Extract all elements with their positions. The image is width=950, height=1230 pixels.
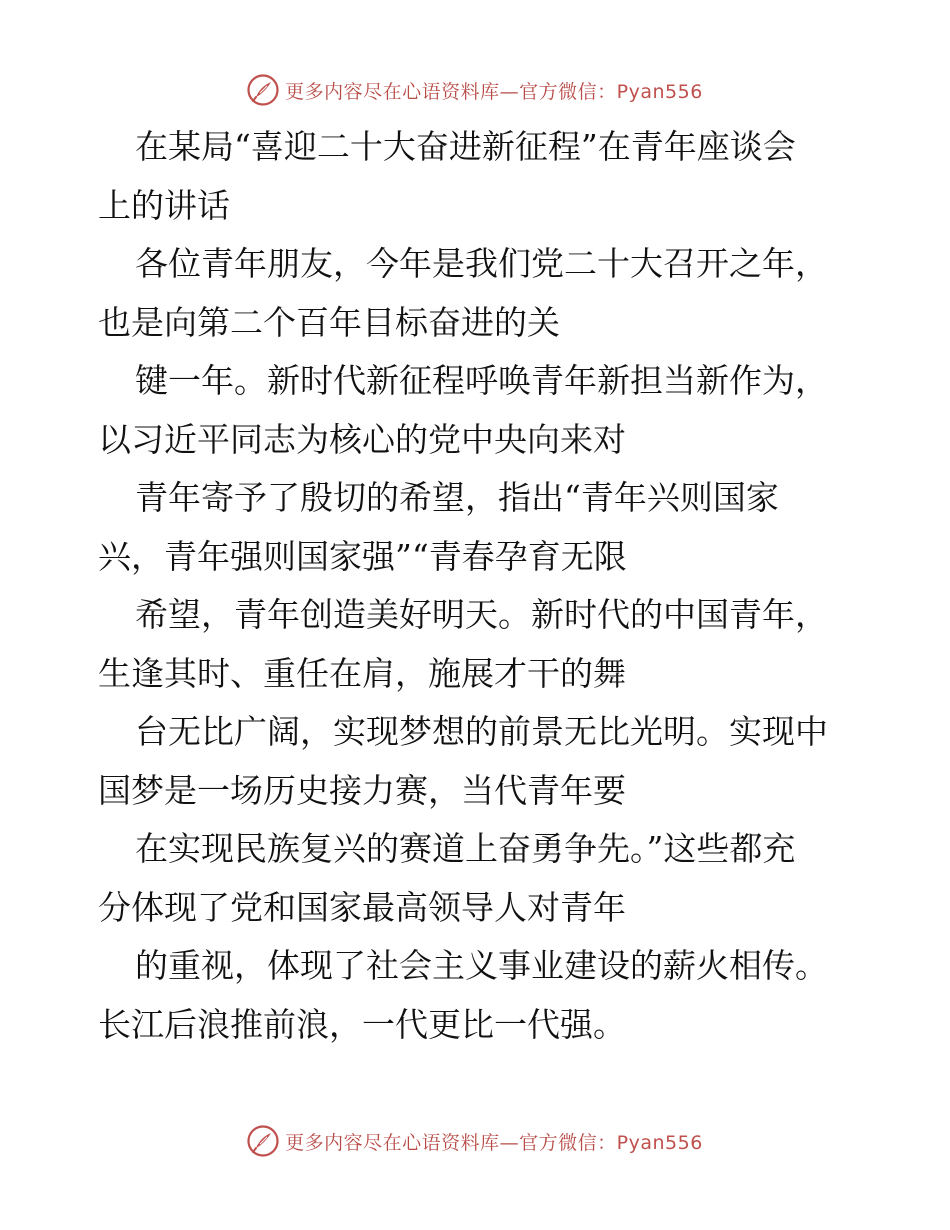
text-line: 兴，青年强则国家强”“青春孕育无限 bbox=[98, 536, 627, 576]
text-line: 在实现民族复兴的赛道上奋勇争先。”这些都充 bbox=[135, 829, 796, 868]
text-line: 各位青年朋友，今年是我们党二十大召开之年， bbox=[135, 244, 828, 283]
footer-banner bbox=[0, 1121, 950, 1161]
text-line: 的重视，体现了社会主义事业建设的薪火相传。 bbox=[135, 946, 828, 985]
text-line: 也是向第二个百年目标奋进的关 bbox=[98, 302, 560, 342]
text-line: 青年寄予了殷切的希望，指出“青年兴则国家 bbox=[135, 478, 779, 517]
header-banner-text: 更多内容尽在心语资料库—官方微信：Pyan556 bbox=[285, 80, 703, 103]
text-line: 希望，青年创造美好明天。新时代的中国青年， bbox=[135, 595, 828, 634]
quill-pen-logo-icon bbox=[247, 74, 279, 106]
document-body bbox=[98, 118, 858, 1054]
header-banner bbox=[0, 70, 950, 110]
paragraph bbox=[98, 703, 858, 820]
text-line: 以习近平同志为核心的党中央向来对 bbox=[98, 419, 626, 459]
paragraph bbox=[98, 937, 858, 1054]
paragraph bbox=[98, 586, 858, 703]
paragraph bbox=[98, 469, 858, 586]
text-line: 台无比广阔，实现梦想的前景无比光明。实现中 bbox=[135, 712, 828, 751]
paragraph bbox=[98, 352, 858, 469]
text-line: 长江后浪推前浪，一代更比一代强。 bbox=[98, 1004, 626, 1044]
text-line: 生逢其时、重任在肩，施展才干的舞 bbox=[98, 653, 626, 693]
footer-wechat-id: Pyan556 bbox=[616, 1131, 703, 1154]
quill-pen-logo-icon bbox=[247, 1125, 279, 1157]
paragraph bbox=[98, 118, 858, 235]
text-line: 在某局“喜迎二十大奋进新征程”在青年座谈会 bbox=[135, 127, 796, 166]
footer-banner-text: 更多内容尽在心语资料库—官方微信：Pyan556 bbox=[285, 1131, 703, 1154]
text-line: 分体现了党和国家最高领导人对青年 bbox=[98, 887, 626, 927]
header-wechat-id: Pyan556 bbox=[616, 80, 703, 103]
text-line: 上的讲话 bbox=[98, 185, 230, 225]
paragraph bbox=[98, 820, 858, 937]
text-line: 国梦是一场历史接力赛，当代青年要 bbox=[98, 770, 626, 810]
text-line: 键一年。新时代新征程呼唤青年新担当新作为， bbox=[135, 361, 828, 400]
paragraph bbox=[98, 235, 858, 352]
